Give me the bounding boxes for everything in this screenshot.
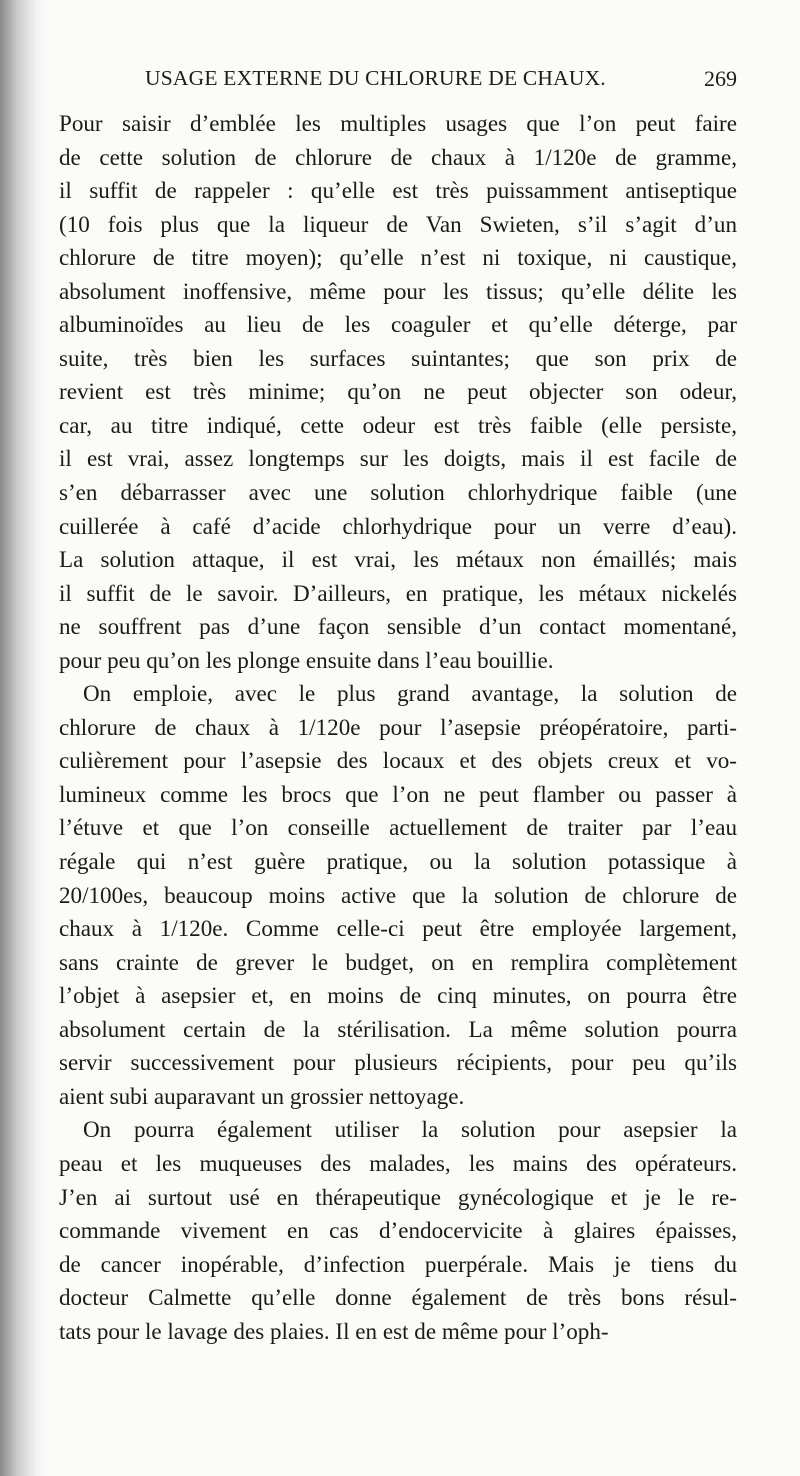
text-line: servir successivement pour plusieurs récipients, pour peu qu’ils: [59, 1049, 737, 1076]
text-line: l’objet à asepsier et, en moins de cinq minutes, on pourra être: [59, 982, 737, 1009]
paragraph: [59, 677, 737, 1113]
text-line: revient est très minime; qu’on ne peut objecter son odeur,: [59, 378, 737, 405]
text-line: il suffit de le savoir. D’ailleurs, en pratique, les métaux nickelés: [59, 579, 737, 606]
page-number: 269: [704, 66, 737, 91]
text-line: La solution attaque, il est vrai, les métaux non émaillés; mais: [59, 546, 737, 573]
text-line: pour peu qu’on les plonge ensuite dans l’eau bouillie.: [59, 646, 554, 673]
text-line: On pourra également utiliser la solution pour asepsier la: [83, 1116, 737, 1143]
text-line: de cette solution de chlorure de chaux à 1/120e de gramme,: [59, 143, 737, 170]
text-line: 20/100es, beaucoup moins active que la solution de chlorure de: [59, 881, 737, 908]
text-line: commande vivement en cas d’endocervicite à glaires épaisses,: [59, 1217, 737, 1244]
text-line: suite, très bien les surfaces suintantes; que son prix de: [59, 344, 737, 371]
text-line: docteur Calmette qu’elle donne également de très bons résul-: [59, 1284, 737, 1311]
body-text: [59, 107, 737, 1348]
text-line: albuminoïdes au lieu de les coaguler et qu’elle déterge, par: [59, 311, 737, 338]
text-line: de cancer inopérable, d’infection puerpérale. Mais je tiens du: [59, 1250, 737, 1277]
text-line: sans crainte de grever le budget, on en remplira complètement: [59, 948, 737, 975]
text-line: l’étuve et que l’on conseille actuellement de traiter par l’eau: [59, 814, 737, 841]
text-line: J’en ai surtout usé en thérapeutique gynécologique et je le re-: [59, 1183, 737, 1210]
page-header: [145, 66, 737, 100]
text-line: ne souffrent pas d’une façon sensible d’un contact momentané,: [59, 613, 737, 640]
text-line: régale qui n’est guère pratique, ou la solution potassique à: [59, 848, 737, 875]
paragraph: [59, 107, 737, 677]
text-line: Pour saisir d’emblée les multiples usages que l’on peut faire: [59, 110, 737, 136]
text-line: chlorure de titre moyen); qu’elle n’est ni toxique, ni caustique,: [59, 244, 737, 271]
text-line: peau et les muqueuses des malades, les mains des opérateurs.: [59, 1149, 737, 1176]
text-line: absolument certain de la stérilisation. La même solution pourra: [59, 1015, 737, 1042]
paragraph: [59, 1113, 737, 1348]
binding-shadow: [0, 0, 48, 1476]
text-line: car, au titre indiqué, cette odeur est très faible (elle persiste,: [59, 411, 737, 438]
text-line: s’en débarrasser avec une solution chlorhydrique faible (une: [59, 479, 737, 506]
text-line: aient subi auparavant un grossier nettoyage.: [59, 1082, 465, 1109]
text-line: absolument inoffensive, même pour les tissus; qu’elle délite les: [59, 277, 737, 304]
text-line: il est vrai, assez longtemps sur les doigts, mais il est facile de: [59, 445, 737, 472]
text-line: chlorure de chaux à 1/120e pour l’asepsie préopératoire, parti-: [59, 713, 737, 740]
text-line: culièrement pour l’asepsie des locaux et des objets creux et vo-: [59, 747, 737, 774]
text-line: lumineux comme les brocs que l’on ne peut flamber ou passer à: [59, 780, 737, 807]
running-title: USAGE EXTERNE DU CHLORURE DE CHAUX.: [145, 66, 606, 90]
text-line: tats pour le lavage des plaies. Il en est de même pour l’oph-: [59, 1317, 609, 1344]
text-line: il suffit de rappeler : qu’elle est très puissamment antiseptique: [59, 177, 737, 204]
text-line: chaux à 1/120e. Comme celle-ci peut être employée largement,: [59, 915, 737, 942]
text-line: (10 fois plus que la liqueur de Van Swieten, s’il s’agit d’un: [59, 210, 737, 237]
text-line: cuillerée à café d’acide chlorhydrique pour un verre d’eau).: [59, 512, 737, 539]
text-line: On emploie, avec le plus grand avantage, la solution de: [83, 680, 737, 707]
